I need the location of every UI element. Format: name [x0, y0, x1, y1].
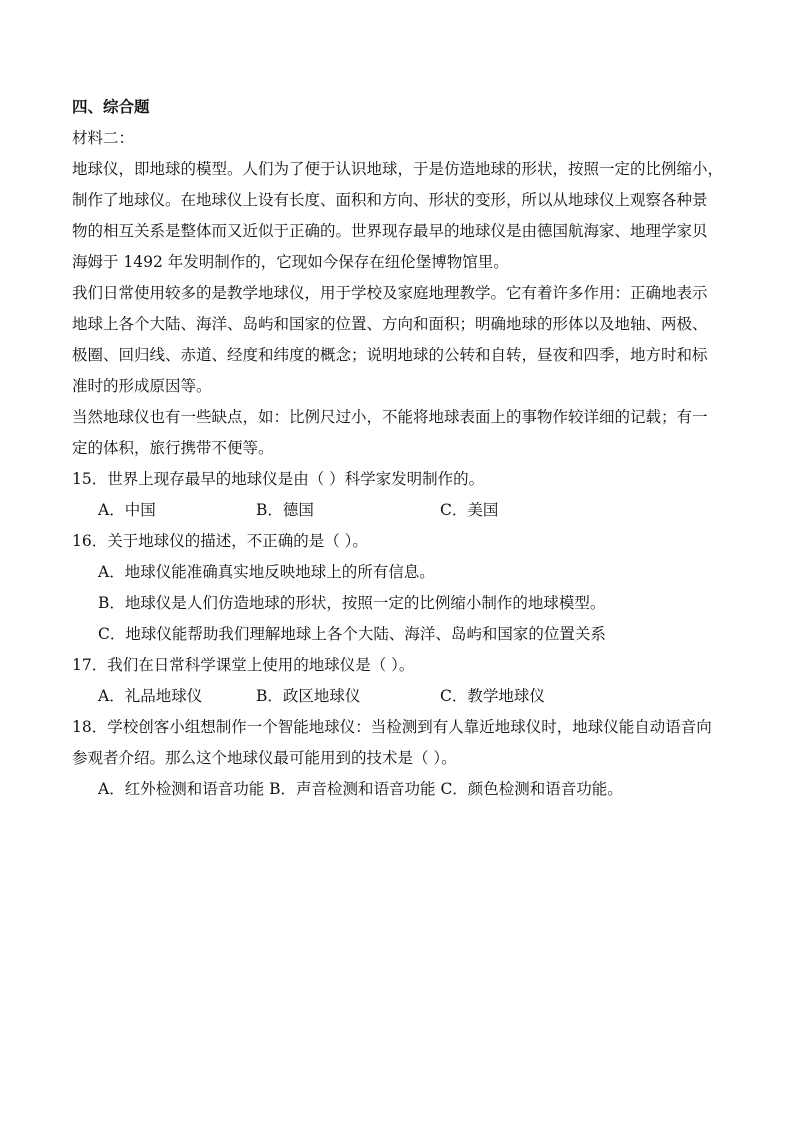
question-18-stem-continued: 参观者介绍。那么这个地球仪最可能用到的技术是（ ）。: [72, 749, 457, 767]
option-c: C．教学地球仪: [440, 687, 545, 705]
passage-line: 极圈、回归线、赤道、经度和纬度的概念；说明地球的公转和自转，昼夜和四季，地方时和标: [72, 346, 708, 364]
passage-line: 当然地球仪也有一些缺点，如：比例尺过小，不能将地球表面上的事物作较详细的记载；有一: [72, 408, 708, 426]
option-a: A．地球仪能准确真实地反映地球上的所有信息。: [98, 563, 435, 581]
option-b: B．政区地球仪: [256, 687, 361, 705]
question-15-stem: 15．世界上现存最早的地球仪是由（ ）科学家发明制作的。: [72, 470, 485, 488]
option-a: A．中国: [98, 501, 156, 519]
question-18-options: A．红外检测和语音功能 B．声音检测和语音功能 C．颜色检测和语音功能。: [98, 780, 623, 798]
option-b: B．德国: [256, 501, 314, 519]
passage-line: 制作了地球仪。在地球仪上设有长度、面积和方向、形状的变形，所以从地球仪上观察各种景: [72, 191, 708, 209]
passage-line: 地球仪，即地球的模型。人们为了便于认识地球，于是仿造地球的形状，按照一定的比例缩小，: [72, 160, 724, 178]
question-18-stem: 18．学校创客小组想制作一个智能地球仪：当检测到有人靠近地球仪时，地球仪能自动语音向: [72, 718, 712, 736]
question-17-stem: 17．我们在日常科学课堂上使用的地球仪是（ ）。: [72, 656, 415, 674]
passage-line: 海姆于 1492 年发明制作的，它现如今保存在纽伦堡博物馆里。: [72, 253, 509, 271]
passage-line: 定的体积，旅行携带不便等。: [72, 439, 274, 457]
passage-line: 我们日常使用较多的是教学地球仪，用于学校及家庭地理教学。它有着许多作用：正确地表示: [72, 284, 708, 302]
passage-line: 地球上各个大陆、海洋、岛屿和国家的位置、方向和面积；明确地球的形体以及地轴、两极、: [72, 315, 708, 333]
reading-passage: [72, 154, 742, 464]
option-c: C．地球仪能帮助我们理解地球上各个大陆、海洋、岛屿和国家的位置关系: [98, 625, 606, 643]
question-17-options: [72, 681, 742, 712]
option-c: C．美国: [440, 501, 499, 519]
question-16: [72, 526, 742, 650]
section-title: 四、综合题: [72, 98, 150, 116]
document-page: [72, 92, 742, 805]
question-15: [72, 464, 742, 526]
option-a: A．礼品地球仪: [98, 687, 203, 705]
material-label: 材料二：: [72, 129, 135, 147]
question-15-options: [72, 495, 742, 526]
question-18: [72, 712, 742, 805]
question-17: [72, 650, 742, 712]
question-16-stem: 16．关于地球仪的描述，不正确的是（ ）。: [72, 532, 368, 550]
option-b: B．地球仪是人们仿造地球的形状，按照一定的比例缩小制作的地球模型。: [98, 594, 606, 612]
passage-line: 准时的形成原因等。: [72, 377, 212, 395]
passage-line: 物的相互关系是整体而又近似于正确的。世界现存最早的地球仪是由德国航海家、地理学家贝: [72, 222, 708, 240]
